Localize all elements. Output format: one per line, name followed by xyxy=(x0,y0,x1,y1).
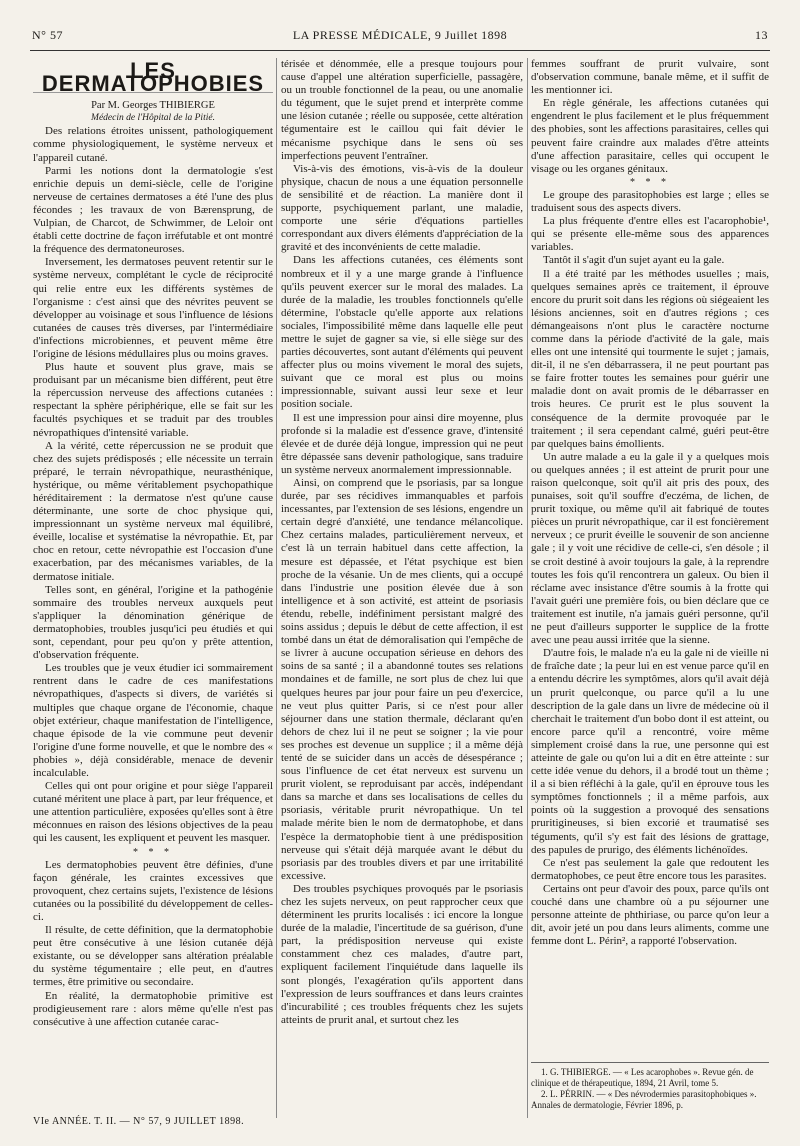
header-rule xyxy=(30,50,770,51)
paragraph: Il résulte, de cette définition, que la dermatophobie peut être consécutive à une lésion cutanée déjà existante, ou se développer sans altération préalable du système tégumentaire ; elle peut, en d'autres termes, être primitive ou secondaire. xyxy=(33,924,273,989)
paragraph: Le groupe des parasitophobies est large ; elles se traduisent sous des aspects divers. xyxy=(531,188,769,215)
paragraph: Ce n'est pas seulement la gale que redoutent les dermatophobes, ce peut être encore tous les parasites. xyxy=(531,856,769,882)
article-title: LES DERMATOPHOBIES xyxy=(33,64,273,93)
paragraph: Celles qui ont pour origine et pour siège l'appareil cutané méritent une place à part, par leur fréquence, et une attention particulière, exposées qu'elles sont à être méconnues en raison des lésions objectives de la peau qui les causent, les expliquent et peuvent les masquer. xyxy=(33,780,273,845)
paragraph: Certains ont peur d'avoir des poux, parce qu'ils ont couché dans une chambre où a pu séjourner une personne atteinte de phthiriase, ou parce qu'on leur a dit, avoir jeté un pou dans leurs aliments, comme une femme dont L. Périn², a rapporté l'observation. xyxy=(531,882,769,948)
paragraph: Tantôt il s'agit d'un sujet ayant eu la gale. xyxy=(543,254,725,267)
paragraph: En réalité, la dermatophobie primitive est prodigieusement rare : alors même qu'elle n'est pas consécutive à une affection cutanée carac- xyxy=(33,989,273,1028)
paragraph: En règle générale, les affections cutanées qui engendrent le plus facilement et le plus fréquemment des phobies, sont les affections parasitaires, celles qui peuvent faire craindre aux malades d'être atteints d'une affection parasitaire, celles qui occupent le visage ou les organes génitaux. xyxy=(531,97,769,175)
paragraph: Inversement, les dermatoses peuvent retentir sur le système nerveux, complétant le cycle de réciprocité qui relie entre eux les différents systèmes de l'organisme : c'est ainsi que des névrites peuvent se développer au voisinage et sous l'influence de lésions cutanées de causes très diverses, par l'intermédiaire d'infections microbiennes, et peuvent même être l'origine de lésions médullaires plus ou moins graves. xyxy=(33,256,273,360)
paragraph: D'autre fois, le malade n'a eu la gale ni de vieille ni de fraîche date ; la peur lui en est venue parce qu'il en a entendu décrire les symptômes, alors qu'il avait déjà un prurit quelconque, ou parce qu'il a lu une description de la gale dans un livre de médecine où il cherchait le traitement d'un bobo dont il est atteint, ou encore parce qu'il a rencontré, voire même simplement croisé dans la rue, une personne qui est atteinte de gale ou qu'on lui a dit en être atteinte : sur cette idée venue du dehors, il a brodé tout un thème ; il a si bien réfléchi à la gale, qu'il en éprouve tous les symptômes fonctionnels ; il a même parfois, aux points où la suggestion a provoqué des sensations pruritigineuses, si bien excorié et traumatisé ses téguments, qu'il s'y est fait des lésions de grattage, des papules de prurigo, des éléments lichénoïdes. xyxy=(531,647,769,856)
footnote: 1. G. THIBIERGE. — « Les acarophobes ». Revue gén. de clinique et de thérapeutique, 1894, 21 Avril, tome 5. xyxy=(531,1067,754,1088)
column-divider xyxy=(527,58,528,1118)
author-affiliation: Médecin de l'Hôpital de la Pitié. xyxy=(91,113,215,124)
column-2 xyxy=(281,58,523,1128)
paragraph: Des relations étroites unissent, pathologiquement comme physiologiquement, le système nerveux et l'appareil cutané. xyxy=(33,125,273,164)
paragraph: Les dermatophobies peuvent être définies, d'une façon générale, les craintes excessives que provoquent, chez certains sujets, l'existence de lésions cutanées ou la possibilité du développement de celles-ci. xyxy=(33,858,273,923)
paragraph: Plus haute et souvent plus grave, mais se produisant par un mécanisme bien différent, peut être la répercussion nerveuse des affections cutanées : respectant la sphère périphérique, elle se fait sur les facultés psychiques et se traduit par des troubles névropathiques d'intensité variable. xyxy=(33,361,273,439)
paragraph: Vis-à-vis des émotions, vis-à-vis de la douleur physique, chacun de nous a une équation personnelle de sensibilité et de réaction. La manière dont il supporte, psychiquement parlant, une maladie, comporte une série d'équations partielles correspondant aux divers éléments d'appréciation de la gravité et des inconvénients de cette maladie. xyxy=(281,162,523,254)
paragraph: Des troubles psychiques provoqués par le psoriasis chez les sujets nerveux, on peut rapprocher ceux que déterminent les prurits localisés : ici encore la longue durée de la maladie, l'incertitude de sa guérison, d'une part, la prédisposition nerveuse qui existe constamment chez ces malades, d'autre part, expliquent facilement l'inquiétude dans laquelle ils sont plongés, l'exagération qu'ils apportent dans l'expression de leurs souffrances et dans leurs craintes d'incurabilité ; ces troubles fréquents chez les sujets atteints de prurit anal, et surtout chez les xyxy=(281,882,523,1026)
running-header xyxy=(32,28,768,48)
article-author: Par M. Georges THIBIERGE xyxy=(91,100,215,112)
paragraph: Il est une impression pour ainsi dire moyenne, plus profonde si la maladie est d'essence grave, d'intensité élevée et de durée déjà longue, impression qui ne peut être dépassée sans devenir pathologique, sans traduire un système nerveux anormalement impressionnable. xyxy=(281,411,523,476)
paragraph: femmes souffrant de prurit vulvaire, sont d'observation commune, banale même, et il suffit de les mentionner ici. xyxy=(531,58,769,97)
column-divider xyxy=(276,58,277,1118)
volume-footer: VIe ANNÉE. T. II. — N° 57, 9 JUILLET 1898. xyxy=(33,1116,245,1127)
column-3 xyxy=(531,58,769,1058)
column-1 xyxy=(33,58,273,1128)
paragraph: Un autre malade a eu la gale il y a quelques mois ou quelques années ; il est atteint de prurit pour une raison quelconque, soit qu'il ait pris des poux, des punaises, soit qu'il souffre d'eczéma, de lichen, de prurit toxique, ou même qu'il ait fabriqué de toutes pièces un prurit névropathique, car il est foncièrement nerveux ; ce prurit éveille le souvenir de son ancienne gale ; il y voit une récidive de celle-ci, s'en désole ; il se croit destiné à avoir toujours la gale, à la reprendre toutes les fois qu'il rencontrera un galeux. Ou bien il réclame avec insistance d'être soumis à la frotte qui l'avait guéri une première fois, ou bien déclare que ce traitement est inutile, n'a jamais guéri personne, qu'il ne peut d'ailleurs supporter le supplice de la frotte avec une peau aussi irritée que la sienne. xyxy=(531,450,769,647)
paragraph: Parmi les notions dont la dermatologie s'est enrichie depuis un demi-siècle, celle de l'origine nerveuse de certaines dermatoses a été l'une des plus fécondes ; les travaux de von Bærensprung, de Vulpian, de Charcot, de Schwimmer, de Leloir ont établi cette doctrine de façon irréfutable et ont montré la fréquence des dermatoneuroses. xyxy=(33,164,273,256)
paragraph: Les troubles que je veux étudier ici sommairement rentrent dans le cadre de ces manifestations névropathiques, d'aspects si divers, de variétés si multiples que chaque organe de l'économie, chaque objet extérieur, chaque manifestation de l'intelligence, chaque épisode de la vie commune peut devenir l'origine d'une forme nouvelle, et que le nombre des « phobies », déjà considérable, menace de devenir incalculable. xyxy=(33,662,273,779)
issue-number: N° 57 xyxy=(32,28,63,42)
paragraph: Ainsi, on comprend que le psoriasis, par sa longue durée, par ses récidives immanquables et parfois incessantes, par l'extension de ses lésions, engendre un certain degré d'anxiété, une tendance mélancolique. Chez certains malades, particulièrement nerveux, et c'est là un terrain habituel dans cette affection, la mesure est dépassée, et l'état psychique est bien proche de la vésanie. Un de mes clients, qui a occupé dans l'industrie une position élevée due à son intelligence et à son activité, est atteint de psoriasis étendu, rebelle, indéfiniment persistant malgré des soins assidus ; depuis le début de cette affection, il est tombé dans un état de démoralisation qui l'empêche de se livrer à aucune occupation sérieuse en dehors des soins de sa santé ; il a abandonné toutes ses relations mondaines et de famille, ne sort plus de chez lui que quelques heures par jour pour faire un peu d'exercice, ne veut plus quitter Paris, si ce n'est pour aller séjourner dans une station thermale, déclarant qu'en dehors de chez lui il ne peut se soigner ; la vie pour ses proches est devenue un supplice ; il a même déjà tenté de se suicider dans un accès de désespérance ; sous l'influence de cet état nerveux est survenu un prurit violent, se reproduisant par accès, indépendant dans sa marche et dans ses localisations de celles du psoriasis, véritable prurit névropathique. Un tel malade mérite bien le nom de dermatophobe, et dans l'espèce la dermatophobie tient à une prédisposition nerveuse qui s'était déjà marquée avant le début du psoriasis par des troubles divers et par une irritabilité excessive. xyxy=(281,477,523,882)
footnote: 2. L. PÉRRIN. — « Des névrodermies parasitophobiques ». Annales de dermatologie, Février 1896, p. xyxy=(531,1089,757,1110)
paragraph: Dans les affections cutanées, ces éléments sont nombreux et il y a une marge grande à l'influence qu'ils peuvent exercer sur le moral des malades. La durée de la maladie, les troubles fonctionnels qu'elle détermine, l'obstacle qu'elle apporte aux relations sociales, l'impossibilité même dans laquelle elle peut mettre le sujet de gagner sa vie, si elle siège sur des parties découvertes, sont autant d'éléments qui peuvent affecter plus ou moins vivement le moral des sujets, suivant que ce moral est plus ou moins impressionnable, suivant aussi leur sexe et leur position sociale. xyxy=(281,254,523,411)
paragraph: A la vérité, cette répercussion ne se produit que chez des sujets prédisposés ; elle nécessite un terrain préparé, le terrain névropathique, neurasthénique, hystérique, ou même véritablement psychopathique héréditairement : la dermatose n'est qu'une cause déterminante, une sorte de choc physique qui, impressionnant un système nerveux mal équilibré, éveille, localise et systématise la névropathie. Et, par choc en retour, cette névropathie est l'occasion d'une exacerbation, par des mécanismes variables, de la dermatose initiale. xyxy=(33,439,273,583)
page-number: 13 xyxy=(755,28,768,42)
paragraph: térisée et dénommée, elle a presque toujours pour cause d'appel une altération superficielle, passagère, ou un trouble fonctionnel de la peau, ou une anomalie du tégument, que le sujet prend et interprète comme une lésion cutanée ; réelle ou supposée, cette altération tégumentaire est le caillou qui fait dévier le mécanisme psychique dans le sens où ses imperfections peuvent l'entraîner. xyxy=(281,58,523,162)
journal-title: LA PRESSE MÉDICALE, 9 Juillet 1898 xyxy=(292,28,508,42)
paragraph: Telles sont, en général, l'origine et la pathogénie sommaire des troubles nerveux auxquels peut s'appliquer la dénomination générique de dermatophobies, troubles jusqu'ici peu étudiés et qui sont, cependant, pour peu qu'on y prête attention, d'observation fréquente. xyxy=(33,583,273,662)
section-separator: * * * xyxy=(133,846,173,858)
section-separator: * * * xyxy=(630,176,670,188)
paragraph: Il a été traité par les méthodes usuelles ; mais, quelques semaines après ce traitement, il éprouve encore du prurit soit dans les régions où siégeaient les lésions anciennes, soit en d'autres régions ; ces démangeaisons n'ont plus le caractère nocturne comme dans la période d'activité de la gale, mais elles ont une intensité qui tourmente le sujet ; jamais, dit-il, il ne s'en débarrassera, il ne peut pourtant pas se faire frotter toutes les semaines pour guérir une maladie dont on avait promis de le débarrasser en trois heures. Ce prurit est le plus souvent la conséquence de la dermite provoquée par le traitement ; il sera cependant calmé, guéri peut-être par quelques bains émollients. xyxy=(531,267,769,450)
paragraph: La plus fréquente d'entre elles est l'acarophobie¹, qui se présente elle-même sous des apparences variables. xyxy=(531,215,769,254)
footnotes xyxy=(531,1062,769,1111)
